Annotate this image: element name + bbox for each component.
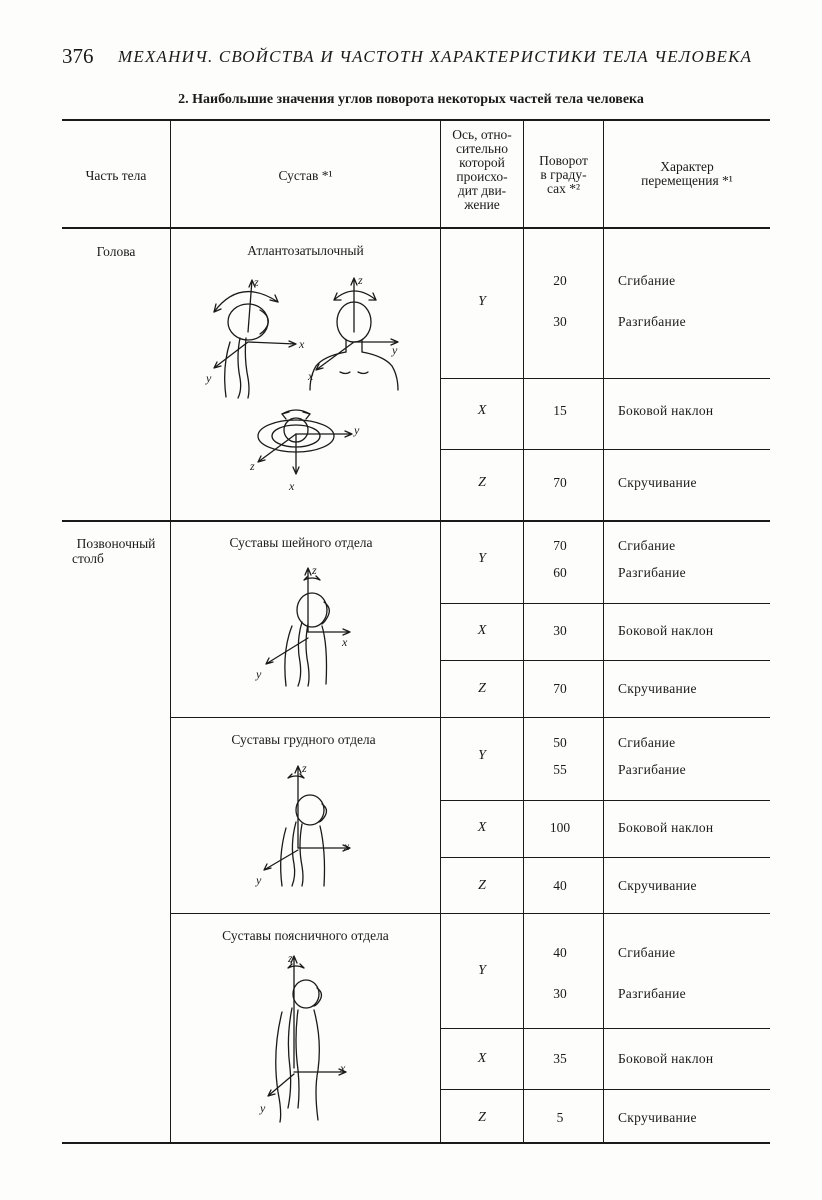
axis-value: Y [478,963,486,978]
back-outline [285,626,292,686]
front-outline [322,626,327,684]
z-axis-label: z [250,459,255,473]
page-number: 376 [62,44,94,68]
y-axis-label: y [256,873,262,887]
z-axis-label: z [302,761,307,775]
motion-label: Разгибание [618,762,686,777]
motion-label: Боковой наклон [618,820,714,835]
head-outline [228,304,268,340]
y-axis-label: y [260,1101,266,1115]
joint-divider-2 [171,913,770,914]
y-axis-label: y [354,423,360,437]
axis-value: Y [478,748,486,763]
front-outline [314,1010,319,1120]
motion-label: Разгибание [618,314,686,329]
header-character-line: перемещения *¹ [641,173,733,188]
head-side-flexion-figure [200,272,310,402]
row-divider [441,449,770,450]
header-rotation-line: Поворот [539,153,588,168]
motion-label: Скручивание [618,1110,697,1125]
z-axis-label: z [358,273,363,287]
header-character [604,160,770,188]
degree-value: 100 [549,820,571,835]
lumbar-spine-figure [250,950,360,1125]
header-axis-line: происхо- [456,169,508,184]
header-axis-line: сительно [456,141,508,156]
row-divider [441,603,770,604]
x-axis-line [248,341,296,347]
row-divider [441,857,770,858]
motion-label: Разгибание [618,986,686,1001]
degree-value: 15 [553,403,567,418]
axis-value: Z [478,878,486,893]
axis-value: X [477,403,487,418]
table-caption: 2. Наибольшие значения углов поворота некоторых частей тела человека [178,92,644,107]
part-head [62,244,170,259]
motion-label: Боковой наклон [618,623,714,638]
x-axis-label: x [340,1061,346,1075]
joint-divider-1 [171,717,770,718]
header-part: Часть тела [85,168,147,183]
degree-value: 50 [553,735,567,750]
motion-label: Скручивание [618,681,697,696]
row-divider [441,378,770,379]
x-axis-label: x [342,635,348,649]
col-rule-1 [170,121,171,1142]
axis-value: Z [478,475,486,490]
degree-value: 70 [553,681,567,696]
chest-marks [340,372,368,374]
degree-value: 35 [553,1051,567,1066]
header-bottom-rule [62,227,770,229]
col-rule-4 [603,121,604,1142]
x-axis-label: x [299,337,305,351]
degree-value: 30 [553,314,567,329]
group-divider-rule [62,520,770,522]
shoulders-outline [310,352,398,390]
thoracic-spine-figure [250,758,360,888]
head-front-figure [306,272,416,397]
header-rotation [524,154,603,196]
lateral-arc [334,291,376,300]
axis-value: Y [478,294,486,309]
head-top-figure [240,404,370,494]
front-outline [320,826,325,886]
degree-value: 55 [553,762,567,777]
part-spine [62,536,170,566]
table-bottom-rule [62,1142,770,1144]
header-joint: Сустав *¹ [278,168,333,183]
cervical-spine-figure [250,562,360,687]
arc-arrow [334,293,376,300]
axis-value: X [477,820,487,835]
axis-value: X [477,623,487,638]
degree-value: 40 [553,945,567,960]
header-axis [441,128,523,212]
x-axis-label: x [289,479,295,493]
axis-value: Z [478,1110,486,1125]
degree-value: 40 [553,878,567,893]
y-axis-label: y [256,667,262,681]
part-label: Голова [96,244,136,259]
row-divider [441,1089,770,1090]
x-axis-label: x [344,839,350,853]
x-axis-line [316,342,354,370]
z-axis-line [258,434,296,462]
header-rotation-line: сах *² [546,181,581,196]
back-outline [225,342,230,397]
header-axis-line: Ось, отно- [452,127,512,142]
motion-label: Скручивание [618,475,697,490]
axis-value: X [477,1051,487,1066]
x-axis-label: x [308,369,314,383]
header-rotation-line: в граду- [540,167,587,182]
degree-value: 70 [553,538,567,553]
z-axis-line [351,278,357,332]
running-title: МЕХАНИЧ. СВОЙСТВА И ЧАСТОТН ХАРАКТЕРИСТИКИ ТЕЛА ЧЕЛОВЕКА [118,47,753,66]
motion-label: Разгибание [618,565,686,580]
x-axis-line [293,434,299,474]
row-divider [441,1028,770,1029]
axis-value: Y [478,551,486,566]
motion-label: Боковой наклон [618,403,714,418]
head-outline [293,980,319,1008]
joint-lumbar: Суставы поясничного отдела [222,928,389,943]
y-axis-line [296,431,352,437]
degree-value: 5 [556,1110,564,1125]
row-divider [441,800,770,801]
y-axis-label: y [206,371,212,385]
motion-label: Сгибание [618,273,676,288]
face-profile [260,310,268,334]
header-axis-line: жение [464,197,500,212]
y-axis-label: y [392,343,398,357]
part-label: Позвоночный [76,536,156,551]
motion-label: Боковой наклон [618,1051,714,1066]
motion-label: Сгибание [618,538,676,553]
axis-value: Z [478,681,486,696]
motion-label: Сгибание [618,945,676,960]
flexion-arc [214,292,278,312]
table-top-rule [62,119,770,121]
neck-spine [238,338,249,398]
motion-label: Скручивание [618,878,697,893]
z-axis-label: z [254,275,259,289]
degree-value: 70 [553,475,567,490]
row-divider [441,660,770,661]
z-axis-label: z [288,951,293,965]
degree-value: 60 [553,565,567,580]
part-label: столб [72,551,104,566]
z-axis-label: z [312,563,317,577]
motion-label: Сгибание [618,735,676,750]
face-profile [319,804,326,822]
joint-thoracic: Суставы грудного отдела [231,732,376,747]
degree-value: 20 [553,273,567,288]
joint-atlanto-occipital: Атлантозатылочный [247,243,364,258]
joint-cervical: Суставы шейного отдела [229,535,373,550]
header-axis-line: которой [459,155,505,170]
x-axis-line [294,1069,346,1075]
back-outline [276,1012,282,1122]
header-axis-line: дит дви- [457,183,507,198]
head-outline [296,795,324,825]
degree-value: 30 [553,623,567,638]
header-character-line: Характер [660,159,714,174]
y-axis-line [214,342,248,368]
degree-value: 30 [553,986,567,1001]
